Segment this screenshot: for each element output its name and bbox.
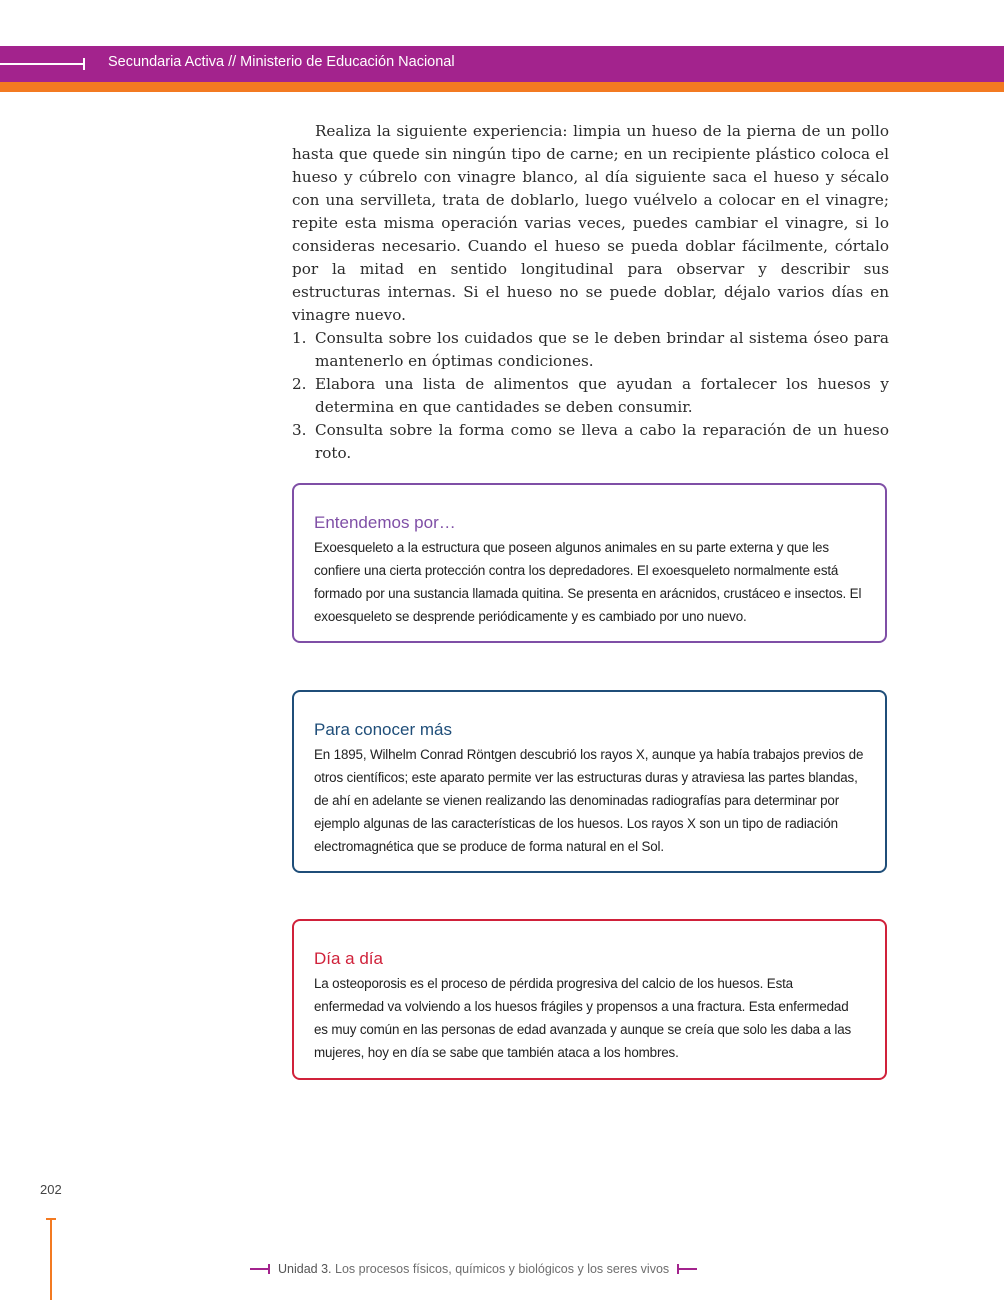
box-text: En 1895, Wilhelm Conrad Röntgen descubrió los rayos X, aunque ya había trabajos previos de otros científicos; este aparato permite ver las estructuras duras y atraviesa las partes blandas, de ahí en adelante se vienen realizando las denominadas radiografías para determinar por ejemplo algunas de las características de los huesos. Los rayos X son un tipo de radiación electromagnética que se produce de forma natural en el Sol. xyxy=(314,747,864,854)
box-title: Entendemos por… xyxy=(314,513,456,532)
footer-rule-right xyxy=(677,1268,697,1270)
header-rule xyxy=(0,63,84,65)
box-text: Exoesqueleto a la estructura que poseen algunos animales en su parte externa y que les confiere una cierta protección contra los depredadores. El exoesqueleto normalmente está formado por una sustancia llamada quitina. Se presenta en arácnidos, crustáceo e insectos. El exoesqueleto se desprende periódicamente y es cambiado por uno nuevo. xyxy=(314,540,862,624)
footer-rule-left xyxy=(250,1268,270,1270)
list-item xyxy=(292,373,889,419)
box-entendemos-por xyxy=(292,483,887,643)
box-text: La osteoporosis es el proceso de pérdida progresiva del calcio de los huesos. Esta enfermedad va volviendo a los huesos frágiles y propensos a una fractura. Esta enfermedad es muy común en las personas de edad avanzada y aunque se creía que solo les daba a las mujeres, hoy en día se sabe que también ataca a los hombres. xyxy=(314,976,852,1060)
list-item-number: 1. xyxy=(292,329,307,347)
list-item xyxy=(292,419,889,465)
footer-text xyxy=(278,1262,669,1276)
list-item-text: Consulta sobre los cuidados que se le deben brindar al sistema óseo para mantenerlo en óptimas condiciones. xyxy=(315,329,889,370)
activity-paragraph: Realiza la siguiente experiencia: limpia un hueso de la pierna de un pollo hasta que quede sin ningún tipo de carne; en un recipiente plástico coloca el hueso y cúbrelo con vinagre blanco, al día siguiente saca el hueso y sécalo con una servilleta, trata de doblarlo, luego vuélvelo a colocar en el vinagre; repite esta misma operación varias veces, puedes cambiar el vinagre, si lo consideras necesario. Cuando el hueso se pueda doblar fácilmente, córtalo por la mitad en sentido longitudinal para observar y describir sus estructuras internas. Si el hueso no se puede doblar, déjalo varios días en vinagre nuevo. xyxy=(292,122,889,324)
box-para-conocer-mas xyxy=(292,690,887,873)
list-item-text: Consulta sobre la forma como se lleva a cabo la reparación de un hueso roto. xyxy=(315,421,889,462)
header-title: Secundaria Activa // Ministerio de Educación Nacional xyxy=(108,54,455,70)
margin-rule xyxy=(50,1218,52,1300)
box-dia-a-dia xyxy=(292,919,887,1080)
footer-unit-name: Los procesos físicos, químicos y biológicos y los seres vivos xyxy=(335,1262,670,1276)
list-item xyxy=(292,327,889,373)
header-rule-tick xyxy=(83,58,85,70)
page-number: 202 xyxy=(40,1182,62,1197)
list-item-number: 3. xyxy=(292,421,307,439)
footer-unit-label: Unidad 3. xyxy=(278,1262,332,1276)
footer-unit-title xyxy=(250,1261,697,1277)
header-accent-stripe xyxy=(0,82,1004,92)
list-item-text: Elabora una lista de alimentos que ayudan a fortalecer los huesos y determina en que cantidades se deben consumir. xyxy=(315,375,889,416)
list-item-number: 2. xyxy=(292,375,307,393)
activity-list xyxy=(292,327,889,465)
box-title: Día a día xyxy=(314,949,383,968)
box-title: Para conocer más xyxy=(314,720,452,739)
